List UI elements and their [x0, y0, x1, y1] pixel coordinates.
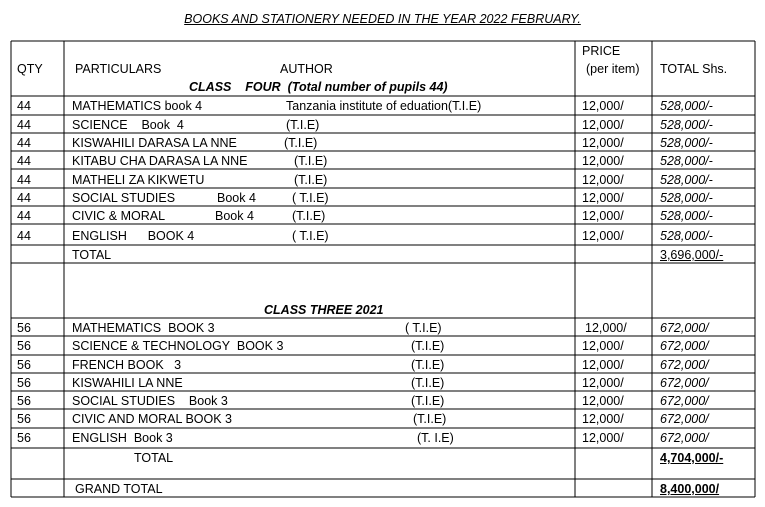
row-qty: 56 — [17, 394, 31, 408]
row-total: 672,000/ — [660, 376, 709, 390]
row-total: 672,000/ — [660, 339, 709, 353]
row-book: KISWAHILI LA NNE — [72, 376, 183, 390]
row-qty: 56 — [17, 431, 31, 445]
row-price: 12,000/ — [582, 191, 624, 205]
row-qty: 44 — [17, 191, 31, 205]
total-value: 4,704,000/- — [660, 451, 724, 465]
row-price: 12,000/ — [585, 321, 627, 335]
row-total: 528,000/- — [660, 136, 713, 150]
row-price: 12,000/ — [582, 154, 624, 168]
row-qty: 56 — [17, 376, 31, 390]
row-price: 12,000/ — [582, 136, 624, 150]
row-total: 528,000/- — [660, 209, 713, 223]
row-total: 528,000/- — [660, 118, 713, 132]
document-title: BOOKS AND STATIONERY NEEDED IN THE YEAR 2022 FEBRUARY. — [184, 12, 581, 26]
row-book: CIVIC & MORAL — [72, 209, 166, 223]
row-price: 12,000/ — [582, 339, 624, 353]
row-author: (T.I.E) — [294, 154, 328, 168]
row-total: 672,000/ — [660, 412, 709, 426]
row-book: ENGLISH BOOK 4 — [72, 229, 195, 243]
row-author: (T.I.E) — [292, 209, 326, 223]
total-value: 3,696,000/- — [660, 248, 724, 262]
row-qty: 56 — [17, 321, 31, 335]
class-four-heading: CLASS FOUR (Total number of pupils 44) — [189, 80, 448, 94]
row-total: 528,000/- — [660, 191, 713, 205]
row-total: 528,000/- — [660, 229, 713, 243]
row-qty: 56 — [17, 358, 31, 372]
row-book: KISWAHILI DARASA LA NNE — [72, 136, 237, 150]
row-price: 12,000/ — [582, 358, 624, 372]
row-price: 12,000/ — [582, 394, 624, 408]
row-qty: 44 — [17, 118, 31, 132]
header-author: AUTHOR — [280, 62, 333, 76]
row-price: 12,000/ — [582, 376, 624, 390]
header-particulars: PARTICULARS — [75, 62, 162, 76]
row-qty: 56 — [17, 339, 31, 353]
row-author: (T.I.E) — [286, 118, 320, 132]
row-author: ( T.I.E) — [405, 321, 442, 335]
row-total: 672,000/ — [660, 358, 709, 372]
row-qty: 44 — [17, 209, 31, 223]
row-qty: 44 — [17, 99, 31, 113]
class-three-heading: CLASS THREE 2021 — [264, 303, 384, 317]
row-price: 12,000/ — [582, 173, 624, 187]
total-label: TOTAL — [72, 248, 112, 262]
row-author: (T.I.E) — [284, 136, 318, 150]
row-book: MATHEMATICS book 4 — [72, 99, 203, 113]
row-author: (T. I.E) — [417, 431, 454, 445]
row-book: MATHEMATICS BOOK 3 — [72, 321, 215, 335]
grand-total-label: GRAND TOTAL — [75, 482, 163, 496]
row-book: SCIENCE & TECHNOLOGY BOOK 3 — [72, 339, 284, 353]
row-price: 12,000/ — [582, 229, 624, 243]
row-book: SOCIAL STUDIES Book 3 — [72, 394, 228, 408]
row-book: SOCIAL STUDIES — [72, 191, 176, 205]
row-qty: 44 — [17, 173, 31, 187]
row-price: 12,000/ — [582, 412, 624, 426]
row-book-number: Book 4 — [215, 209, 254, 223]
row-qty: 44 — [17, 229, 31, 243]
row-total: 672,000/ — [660, 431, 709, 445]
row-author: (T.I.E) — [411, 376, 445, 390]
row-qty: 44 — [17, 154, 31, 168]
total-label: TOTAL — [134, 451, 174, 465]
header-price: PRICE — [582, 44, 621, 58]
header-price-unit: (per item) — [586, 62, 640, 76]
row-total: 528,000/- — [660, 154, 713, 168]
row-total: 528,000/- — [660, 99, 713, 113]
row-book: SCIENCE Book 4 — [72, 118, 184, 132]
row-author: (T.I.E) — [411, 339, 445, 353]
row-price: 12,000/ — [582, 99, 624, 113]
row-author: ( T.I.E) — [292, 229, 329, 243]
header-qty: QTY — [17, 62, 43, 76]
row-book: MATHELI ZA KIKWETU — [72, 173, 205, 187]
row-price: 12,000/ — [582, 431, 624, 445]
row-author: (T.I.E) — [411, 358, 445, 372]
row-book: CIVIC AND MORAL BOOK 3 — [72, 412, 232, 426]
row-total: 672,000/ — [660, 321, 709, 335]
row-author: (T.I.E) — [411, 394, 445, 408]
row-qty: 56 — [17, 412, 31, 426]
row-author: Tanzania institute of eduation(T.I.E) — [286, 99, 482, 113]
row-book: ENGLISH Book 3 — [72, 431, 173, 445]
row-author: ( T.I.E) — [292, 191, 329, 205]
grand-total-value: 8,400,000/ — [660, 482, 720, 496]
row-book: FRENCH BOOK 3 — [72, 358, 182, 372]
row-book-number: Book 4 — [217, 191, 256, 205]
row-author: (T.I.E) — [294, 173, 328, 187]
row-price: 12,000/ — [582, 118, 624, 132]
row-price: 12,000/ — [582, 209, 624, 223]
row-author: (T.I.E) — [413, 412, 447, 426]
header-total: TOTAL Shs. — [660, 62, 728, 76]
row-qty: 44 — [17, 136, 31, 150]
row-book: KITABU CHA DARASA LA NNE — [72, 154, 248, 168]
row-total: 672,000/ — [660, 394, 709, 408]
row-total: 528,000/- — [660, 173, 713, 187]
